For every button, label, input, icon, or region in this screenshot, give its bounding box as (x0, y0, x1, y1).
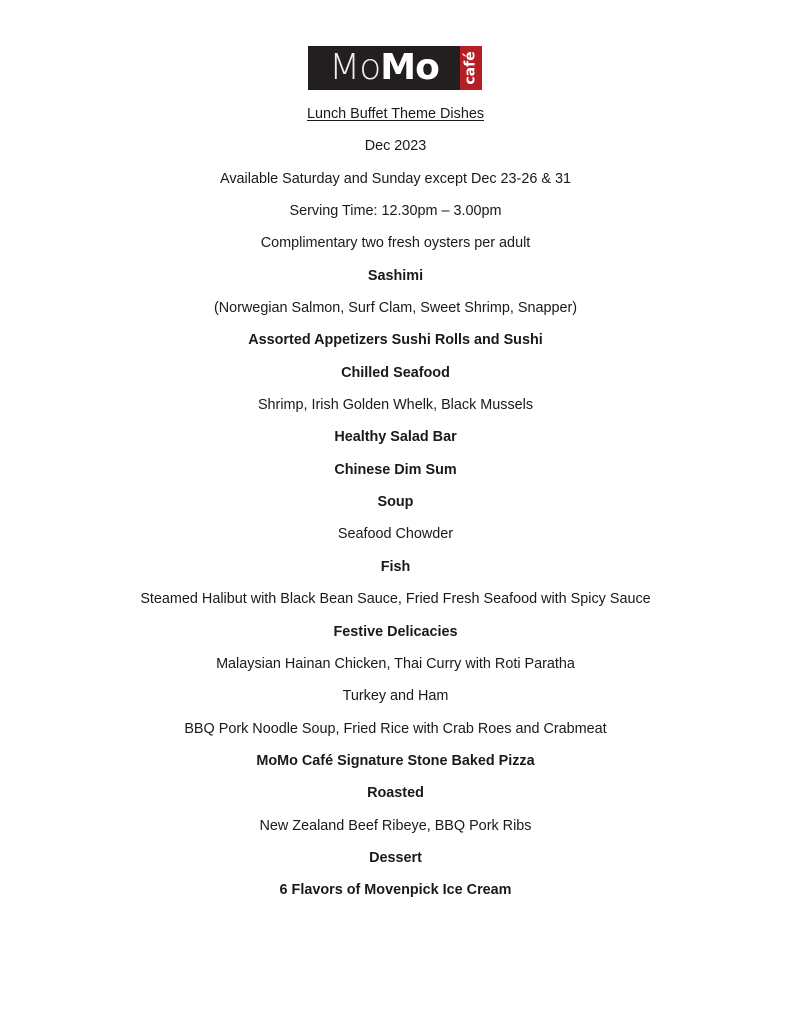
menu-section-heading: Chilled Seafood (341, 364, 450, 381)
menu-item-line: New Zealand Beef Ribeye, BBQ Pork Ribs (259, 817, 532, 834)
logo-text-thin: Mo (329, 47, 381, 88)
menu-item-line: Steamed Halibut with Black Bean Sauce, Fried Fresh Seafood with Spicy Sauce (140, 591, 651, 608)
menu-section-heading: Fish (380, 558, 411, 575)
menu-item-line: Malaysian Hainan Chicken, Thai Curry with Roti Paratha (216, 655, 575, 672)
menu-serving-time: Serving Time: 12.30pm – 3.00pm (289, 203, 502, 220)
menu-availability: Available Saturday and Sunday except Dec 23-26 & 31 (220, 170, 571, 187)
menu-title-text: Lunch Buffet Theme Dishes (306, 106, 485, 122)
menu-title (0, 100, 791, 132)
menu-section-heading: Soup (377, 494, 414, 511)
logo-cafe-tag (460, 46, 482, 90)
menu-item-line: Shrimp, Irish Golden Whelk, Black Mussels (257, 397, 534, 414)
menu-complimentary-note: Complimentary two fresh oysters per adult (260, 235, 531, 252)
menu-item-line: Turkey and Ham (342, 688, 449, 705)
menu-section-heading: Dessert (369, 849, 422, 866)
menu-item-line: Seafood Chowder (337, 526, 454, 543)
logo-text-bold: Mo (380, 47, 439, 88)
menu-month: Dec 2023 (364, 138, 427, 155)
menu-section-heading: Chinese Dim Sum (334, 461, 457, 478)
menu-item-line: (Norwegian Salmon, Surf Clam, Sweet Shrimp, Snapper) (213, 300, 578, 317)
menu-list (0, 100, 791, 909)
menu-section-heading: MoMo Café Signature Stone Baked Pizza (256, 752, 535, 769)
menu-section-heading: Healthy Salad Bar (334, 429, 457, 446)
menu-section-heading: Sashimi (367, 267, 424, 284)
menu-section-heading: Assorted Appetizers Sushi Rolls and Sushi (248, 332, 543, 349)
logo-cafe-text: café (463, 51, 479, 85)
menu-section-heading: Festive Delicacies (333, 623, 458, 640)
momo-cafe-logo (308, 46, 482, 90)
menu-item-line: BBQ Pork Noodle Soup, Fried Rice with Crab Roes and Crabmeat (184, 720, 607, 737)
logo-wordmark (308, 46, 460, 90)
menu-section-heading: 6 Flavors of Movenpick Ice Cream (279, 882, 512, 899)
menu-section-heading: Roasted (367, 785, 424, 802)
